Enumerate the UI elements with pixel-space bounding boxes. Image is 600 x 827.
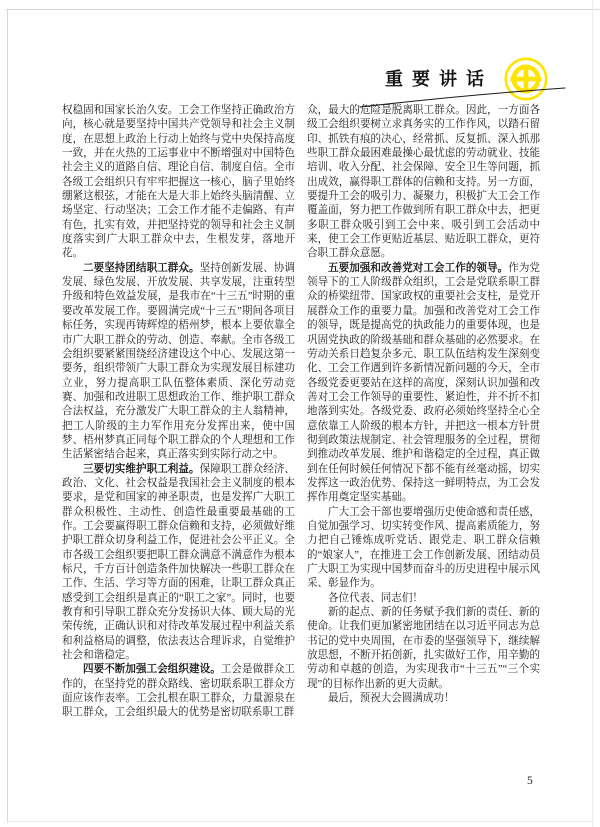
- paragraph-text: 工会是做群众工作的，在坚持党的群众路线、密切联系职工群众方面应该作表率。工会扎根在职工群众，力量源泉在职工群众，工会组织最大的优势是密切联系职工群: [62, 664, 295, 719]
- paragraph-text: 各位代表、同志们！: [328, 592, 423, 604]
- paragraph: [62, 463, 295, 664]
- paragraph-text: 保障职工群众经济、政治、文化、社会权益是我国社会主义制度的根本要求，是党和国家的神圣职责，也是发挥广大职工群众积极性、主动性、创造性最重要最基础的工作。工会要赢得职工群众信赖和支持，必须做好维护职工群众切身利益工作，促进社会公平正义。全市各级工会组织要把职工群众满意不满意作为根本标尺，千方百计创造条件加快解决一些职工群众在工作、生活、学习等方面的困难，让职工群众真正感受到工会组织是真正的“职工之家”。同时，也要教育和引导职工群众充分发扬识大体、顾大局的光荣传统，正确认识和对待改革发展过程中利益关系和利益格局的调整，依法表达合理诉求，自觉维护社会和谐稳定。: [62, 463, 295, 662]
- paragraph: [307, 606, 540, 692]
- paragraph-bold-lead: 二要坚持团结职工群众。: [83, 262, 200, 274]
- paragraph: [307, 506, 540, 592]
- paragraph-text: 新的起点、新的任务赋予我们新的责任、新的使命。让我们更加紧密地团结在以习近平同志为总书记的党中央周围，在市委的坚强领导下，继续解放思想，不断开拓创新，扎实做好工作，用辛勤的劳动和卓越的创造，为实现我市“十三五”“三个实现”的目标作出新的更大贡献。: [307, 607, 540, 690]
- paragraph-bold-lead: 三要切实维护职工利益。: [83, 463, 200, 475]
- paragraph-text: 作为党领导下的工人阶级群众组织，工会是党联系职工群众的桥梁纽带、国家政权的重要社会支柱，是党开展群众工作的重要力量。加强和改善党对工会工作的领导，既是提高党的执政能力的重要体现，也是巩固党执政的阶级基础和群众基础的必然要求。在劳动关系日趋复杂多元、职工队伍结构发生深刻变化、工会工作遇到许多新情况新问题的今天，全市各级党委更要站在这样的高度，深刻认识加强和改善对工会工作领导的重要性、紧迫性，并不折不扣地落到实处。各级党委、政府必须始终坚持全心全意依靠工人阶级的根本方针，并把这一根本方针贯彻到政策法规制定、社会管理服务的全过程，贯彻到推动改革发展、维护和谐稳定的全过程，真正做到在任何时候任何情况下都不能有丝毫动摇，切实发挥这一政治优势、保持这一鲜明特点，为工会发挥作用奠定坚实基础。: [307, 262, 540, 504]
- paragraph: [62, 663, 295, 720]
- paragraph: [307, 262, 540, 506]
- scan-edge-top: [6, 9, 600, 10]
- paragraph-bold-lead: 四要不断加强工会组织建设。: [83, 664, 221, 676]
- header-title: 重要讲话: [385, 69, 493, 89]
- paragraph-text: 权稳固和国家长治久安。工会工作坚持正确政治方向，核心就是要坚持中国共产党领导和社会主义制度，在思想上政治上行动上始终与党中央保持高度一致，并在火热的工运事业中不断增强对中国特色社会主义的道路自信、理论自信、制度自信。全市各级工会组织只有牢牢把握这一核心，脑子里始终绷紧这根弦，才能在大是大非上始终头脑清醒、立场坚定、行动坚决；工会工作才能不走偏路、有声有色，扎实有效，并把坚持党的领导和社会主义制度落实到广大职工群众中去，生根发芽，落地开花。: [62, 105, 295, 260]
- paragraph-text: 广大工会干部也要增强历史使命感和责任感，自觉加强学习、切实转变作风、提高素质能力，努力把自己锤炼成听党话、跟党走、职工群众信赖的“娘家人”，在推进工会工作创新发展、团结动员广大职工为实现中国梦而奋斗的历史进程中展示风采、彰显作为。: [307, 506, 540, 590]
- paragraph-bold-lead: 五要加强和改善党对工会工作的领导。: [328, 262, 509, 274]
- paragraph-text: 坚持创新发展、协调发展、绿色发展、开放发展、共享发展，注重转型升级和特色效益发展，是我市在“十三五”时期的重要改革发展工作。要圆满完成“十三五”期间各项目标任务，实现再铸辉煌的梧州梦，根本上要依靠全市广大职工群众的劳动、创造、奉献。全市各级工会组织要紧紧围绕经济建设这个中心、发展这第一要务，组织带领广大职工群众为实现发展目标建功立业，努力提高职工队伍整体素质、深化劳动竞赛、加强和改进职工思想政治工作、维护职工群众合法权益，充分激发广大职工群众的主人翁精神，把工人阶级的主力军作用充分发挥出来，使中国梦、梧州梦真正同每个职工群众的个人理想和工作生活紧密结合起来，真正落实到实际行动之中。: [62, 262, 295, 461]
- paragraph: [62, 104, 295, 262]
- scan-edge-bottom: [7, 821, 593, 822]
- left-text-column: [62, 104, 295, 721]
- paragraph: [307, 104, 540, 262]
- paragraph: [62, 262, 295, 463]
- paragraph-text: 众，最大的危险是脱离职工群众。因此，一方面各级工会组织要树立求真务实的工作作风，以踏石留印、抓铁有痕的决心，经常抓、反复抓、深入抓那些职工群众最困难最操心最忧虑的劳动就业、技能培训、收入分配、社会保障、安全卫生等问题，抓出成效，赢得职工群体的信赖和支持。另一方面，要提升工会的吸引力、凝聚力，积极扩大工会工作覆盖面，努力把工作做到所有职工群众中去，把更多职工群众吸引到工会中来、吸引到工会活动中来，使工会工作更贴近基层、贴近职工群众，更符合职工群众意愿。: [307, 105, 540, 260]
- right-text-column: [307, 104, 540, 706]
- paragraph-text: 最后，预祝大会圆满成功！: [328, 693, 455, 705]
- scan-edge-left: [7, 9, 8, 823]
- page-number: 5: [527, 775, 533, 787]
- scan-edge-right: [592, 0, 593, 827]
- paragraph: [307, 592, 540, 606]
- paragraph: [307, 692, 540, 706]
